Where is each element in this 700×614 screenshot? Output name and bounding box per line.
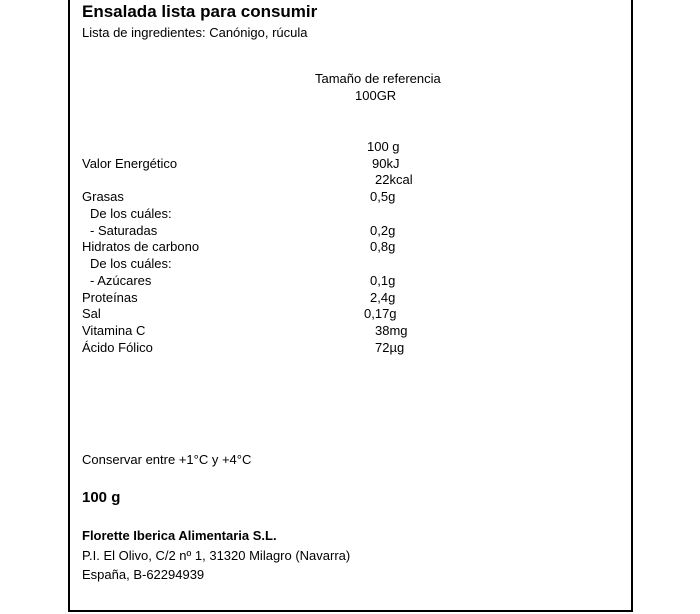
- nutrient-name: Hidratos de carbono: [82, 239, 200, 254]
- nutrition-row-energy-kcal: [70, 172, 631, 189]
- nutrient-value: 0,8g: [370, 239, 396, 254]
- nutrient-name: Proteínas: [82, 290, 138, 305]
- nutrient-name: Grasas: [82, 189, 124, 204]
- nutrient-name: Valor Energético: [82, 156, 178, 171]
- nutrient-value: 2,4g: [370, 290, 396, 305]
- nutrition-row-salt: [70, 306, 631, 323]
- nutrient-name: Sal: [82, 306, 101, 321]
- nutrition-column-header: 100 g: [367, 139, 400, 154]
- nutrition-row-vitamin-c: [70, 323, 631, 340]
- manufacturer-name: Florette Iberica Alimentaria S.L.: [82, 528, 277, 543]
- nutrient-value: 0,1g: [370, 273, 396, 288]
- nutrition-row-of-which: [70, 206, 631, 223]
- nutrient-value: 90kJ: [372, 156, 400, 171]
- nutrition-row-saturates: [70, 223, 631, 240]
- net-weight: 100 g: [82, 489, 121, 506]
- reference-size-label: Tamaño de referencia: [315, 71, 441, 86]
- nutrient-value: 38mg: [375, 323, 408, 338]
- nutrient-name: Ácido Fólico: [82, 340, 153, 355]
- ingredients-list: Lista de ingredientes: Canónigo, rúcula: [82, 25, 308, 40]
- nutrition-row-fat: [70, 189, 631, 206]
- nutrition-row-carbohydrate: [70, 239, 631, 256]
- nutrient-value: 0,5g: [370, 189, 396, 204]
- manufacturer-address: P.I. El Olivo, C/2 nº 1, 31320 Milagro (Navarra): [82, 548, 351, 563]
- nutrition-row-folic-acid: [70, 340, 631, 357]
- product-title: Ensalada lista para consumir: [82, 2, 318, 21]
- nutrient-value: 22kcal: [375, 172, 413, 187]
- nutrition-row-protein: [70, 290, 631, 307]
- manufacturer-country: España, B-62294939: [82, 567, 205, 582]
- nutrition-row-of-which: [70, 256, 631, 273]
- nutrient-name: De los cuáles:: [90, 256, 172, 271]
- nutrient-name: Vitamina C: [82, 323, 146, 338]
- nutrient-name: - Saturadas: [90, 223, 158, 238]
- reference-size-value: 100GR: [355, 88, 397, 103]
- nutrient-value: 0,2g: [370, 223, 396, 238]
- nutrition-row-energy-kj: [70, 156, 631, 173]
- nutrient-name: - Azúcares: [90, 273, 152, 288]
- nutrient-value: 72µg: [375, 340, 405, 355]
- nutrition-row-sugars: [70, 273, 631, 290]
- nutrient-value: 0,17g: [364, 306, 397, 321]
- product-label: [68, 0, 633, 612]
- nutrient-name: De los cuáles:: [90, 206, 172, 221]
- storage-instructions: Conservar entre +1°C y +4°C: [82, 452, 252, 467]
